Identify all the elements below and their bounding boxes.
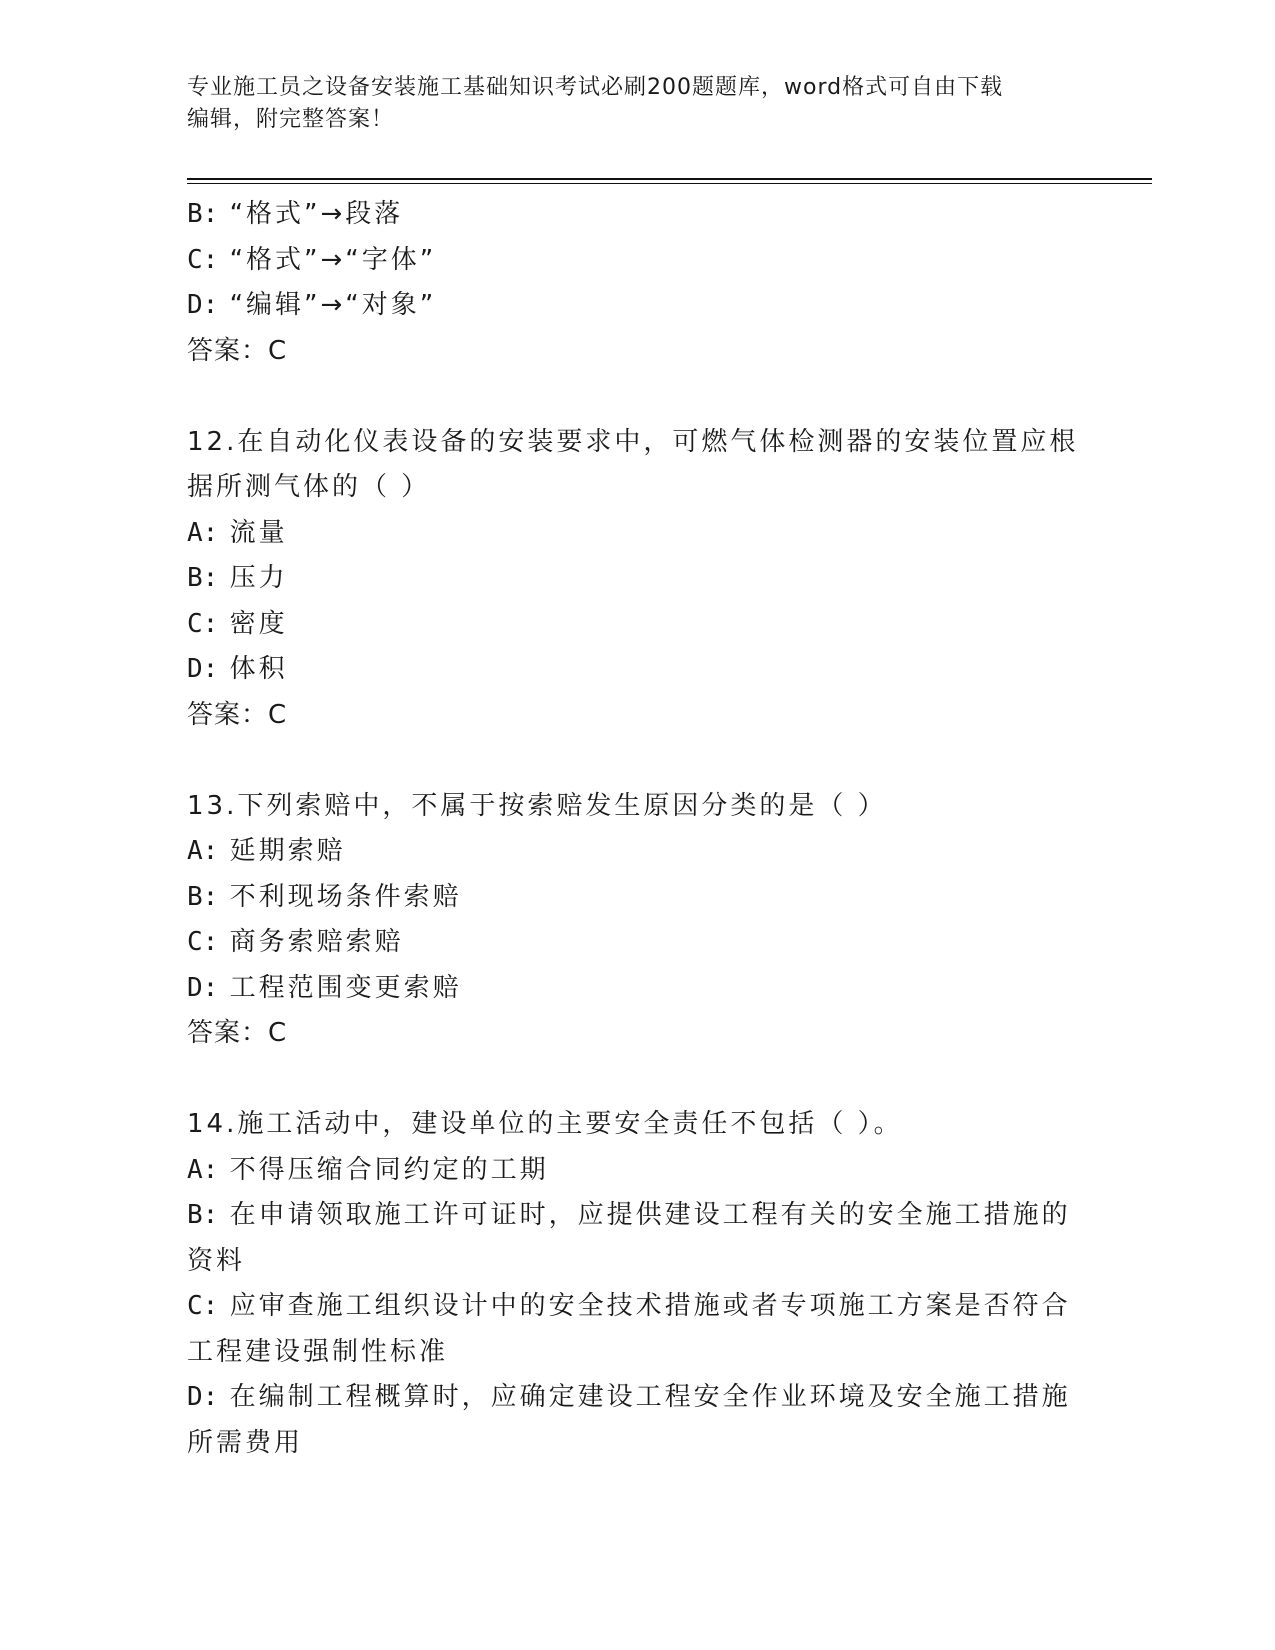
document-header — [187, 72, 1067, 136]
option-c: C: 密度 — [187, 608, 288, 639]
question-14 — [187, 1102, 1071, 1466]
option-c: C: “格式”→“字体” — [187, 244, 437, 275]
option-b-cont: 资料 — [187, 1245, 246, 1276]
option-b: B: “格式”→段落 — [187, 199, 404, 229]
answer-line: 答案：C — [187, 335, 288, 366]
question-title-cont: 据所测气体的（ ） — [187, 472, 431, 502]
answer-line: 答案：C — [187, 699, 288, 730]
question-title: 13.下列索赔中，不属于按索赔发生原因分类的是（ ） — [187, 790, 887, 821]
option-d: D: “编辑”→“对象” — [187, 290, 437, 320]
option-c: C: 应审查施工组织设计中的安全技术措施或者专项施工方案是否符合 — [187, 1291, 1071, 1321]
option-b: B: 压力 — [187, 563, 288, 593]
option-c: C: 商务索赔索赔 — [187, 927, 404, 957]
option-d: D: 体积 — [187, 654, 288, 684]
option-d: D: 在编制工程概算时，应确定建设工程安全作业环境及安全施工措施 — [187, 1382, 1071, 1412]
prev-question — [187, 192, 1067, 374]
question-content — [187, 192, 1079, 1466]
option-b: B: 不利现场条件索赔 — [187, 881, 462, 912]
question-13 — [187, 784, 1067, 1057]
option-a: A: 流量 — [187, 517, 288, 548]
question-12 — [187, 420, 1079, 739]
option-a: A: 延期索赔 — [187, 836, 346, 866]
option-b: B: 在申请领取施工许可证时，应提供建设工程有关的安全施工措施的 — [187, 1200, 1071, 1230]
header-line-2: 编辑，附完整答案！ — [187, 107, 395, 132]
header-divider — [187, 178, 1152, 184]
header-line-1: 专业施工员之设备安装施工基础知识考试必刷200题题库，word格式可自由下载 — [187, 75, 1004, 100]
document-page — [187, 72, 1152, 1466]
question-title: 12.在自动化仪表设备的安装要求中，可燃气体检测器的安装位置应根 — [187, 426, 1079, 457]
option-c-cont: 工程建设强制性标准 — [187, 1336, 449, 1367]
option-d-cont: 所需费用 — [187, 1427, 304, 1458]
answer-line: 答案：C — [187, 1018, 288, 1048]
option-a: A: 不得压缩合同约定的工期 — [187, 1154, 549, 1185]
option-d: D: 工程范围变更索赔 — [187, 972, 462, 1003]
question-title: 14.施工活动中，建设单位的主要安全责任不包括（ ）。 — [187, 1109, 903, 1139]
